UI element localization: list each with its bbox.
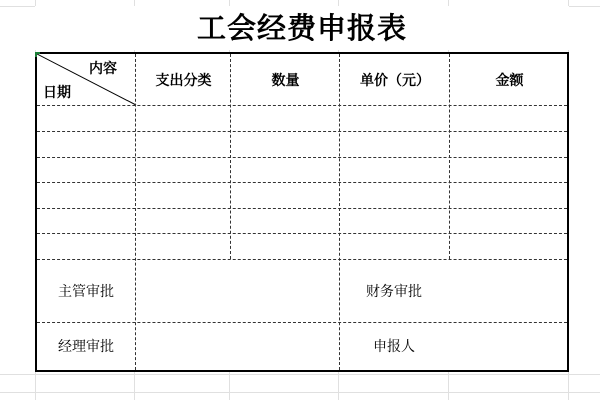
header-unit-price: 单价（元） [360,72,430,89]
manager-approval-label: 经理审批 [58,339,114,355]
sheet-gridline [0,392,600,393]
header-quantity: 数量 [271,72,300,89]
row-divider [37,208,567,209]
applicant-field[interactable] [450,323,567,370]
header-expense-category: 支出分类 [155,72,212,89]
supervisor-approval-label: 主管审批 [58,283,114,300]
header-date-label: 日期 [43,85,71,101]
manager-approval-field[interactable] [136,323,339,370]
row-divider [37,105,567,106]
finance-approval-label: 财务审批 [366,283,422,300]
column-divider [230,54,231,259]
form-title: 工会经费申报表 [35,6,569,50]
row-divider [37,182,567,183]
row-divider [37,157,567,158]
sheet-gridline [0,374,600,375]
header-amount: 金额 [495,72,524,89]
applicant-label: 申报人 [373,339,415,355]
row-divider [37,131,567,132]
expense-form-table [35,52,569,372]
header-content-label: 内容 [89,61,117,77]
finance-approval-field[interactable] [450,260,567,322]
supervisor-approval-field[interactable] [136,260,339,322]
row-divider [37,233,567,234]
cell-selection-marker [35,52,40,57]
column-divider [449,54,450,259]
